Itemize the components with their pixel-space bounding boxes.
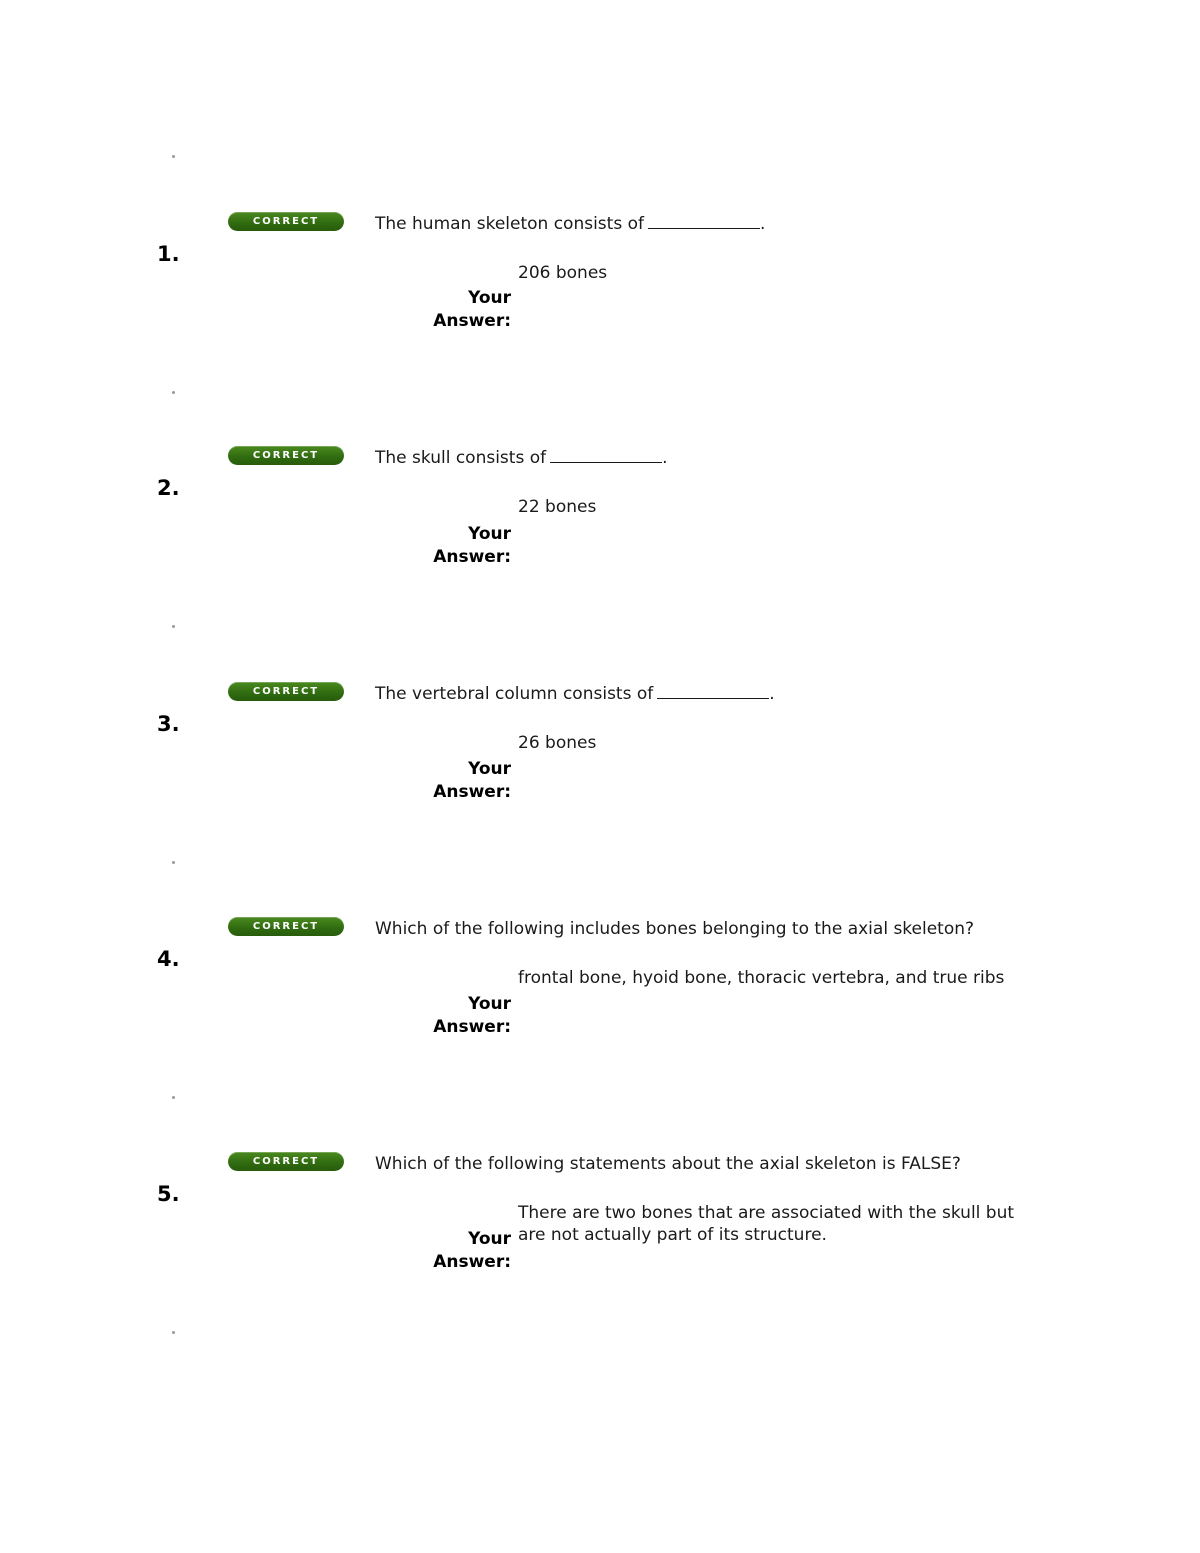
- your-answer-label-line1: Your: [468, 994, 511, 1014]
- separator-dot: [172, 1096, 175, 1099]
- question-number: 1.: [157, 242, 180, 266]
- separator-dot: [172, 155, 175, 158]
- your-answer-label-line1: Your: [468, 1229, 511, 1249]
- question-2: [0, 446, 1200, 586]
- separator-dot: [172, 391, 175, 394]
- question-4: [0, 917, 1200, 1057]
- correct-badge: CORRECT: [228, 212, 344, 231]
- question-text: [375, 448, 668, 468]
- question-number: 5.: [157, 1182, 180, 1206]
- question-text-content: The skull consists of: [375, 448, 547, 468]
- question-text: [375, 214, 765, 234]
- your-answer-label-line1: Your: [468, 524, 511, 544]
- correct-badge: CORRECT: [228, 682, 344, 701]
- correct-badge: CORRECT: [228, 917, 344, 936]
- answer-blank: [550, 448, 662, 463]
- question-number: 4.: [157, 947, 180, 971]
- your-answer-value: There are two bones that are associated with the skull but are not actually part of its structure.: [518, 1203, 1015, 1245]
- question-text: [375, 919, 974, 939]
- your-answer-label-line1: Your: [468, 759, 511, 779]
- question-text-content: Which of the following statements about the axial skeleton is FALSE?: [375, 1154, 961, 1174]
- your-answer-label: [420, 287, 511, 333]
- correct-badge: CORRECT: [228, 1152, 344, 1171]
- answer-blank: [657, 684, 769, 699]
- question-text: [375, 1154, 961, 1174]
- your-answer-label: [420, 523, 511, 569]
- your-answer-label-line2: Answer:: [433, 1252, 511, 1272]
- question-1: [0, 212, 1200, 352]
- question-5: [0, 1152, 1200, 1292]
- question-3: [0, 682, 1200, 822]
- your-answer-label-line1: Your: [468, 288, 511, 308]
- question-trailing: .: [662, 448, 668, 468]
- your-answer-label-line2: Answer:: [433, 311, 511, 331]
- separator-dot: [172, 1331, 175, 1334]
- question-text-content: The vertebral column consists of: [375, 684, 654, 704]
- your-answer-value: frontal bone, hyoid bone, thoracic vertebra, and true ribs: [518, 968, 1005, 988]
- your-answer-label-line2: Answer:: [433, 782, 511, 802]
- question-text-content: The human skeleton consists of: [375, 214, 644, 234]
- your-answer-value: 26 bones: [518, 733, 597, 753]
- question-trailing: .: [769, 684, 775, 704]
- your-answer-label-line2: Answer:: [433, 1017, 511, 1037]
- your-answer-value: 206 bones: [518, 263, 608, 283]
- question-trailing: .: [759, 214, 766, 234]
- correct-badge: CORRECT: [228, 446, 344, 465]
- your-answer-label-line2: Answer:: [433, 547, 511, 567]
- answer-blank: [648, 214, 760, 229]
- question-number: 2.: [157, 476, 180, 500]
- separator-dot: [172, 861, 175, 864]
- your-answer-value: 22 bones: [518, 497, 597, 517]
- your-answer-label: [420, 993, 511, 1039]
- question-text: [375, 684, 775, 704]
- question-text-content: Which of the following includes bones belonging to the axial skeleton?: [375, 919, 975, 939]
- separator-dot: [172, 625, 175, 628]
- your-answer-label: [420, 1228, 511, 1274]
- question-number: 3.: [157, 712, 180, 736]
- your-answer-label: [420, 758, 511, 804]
